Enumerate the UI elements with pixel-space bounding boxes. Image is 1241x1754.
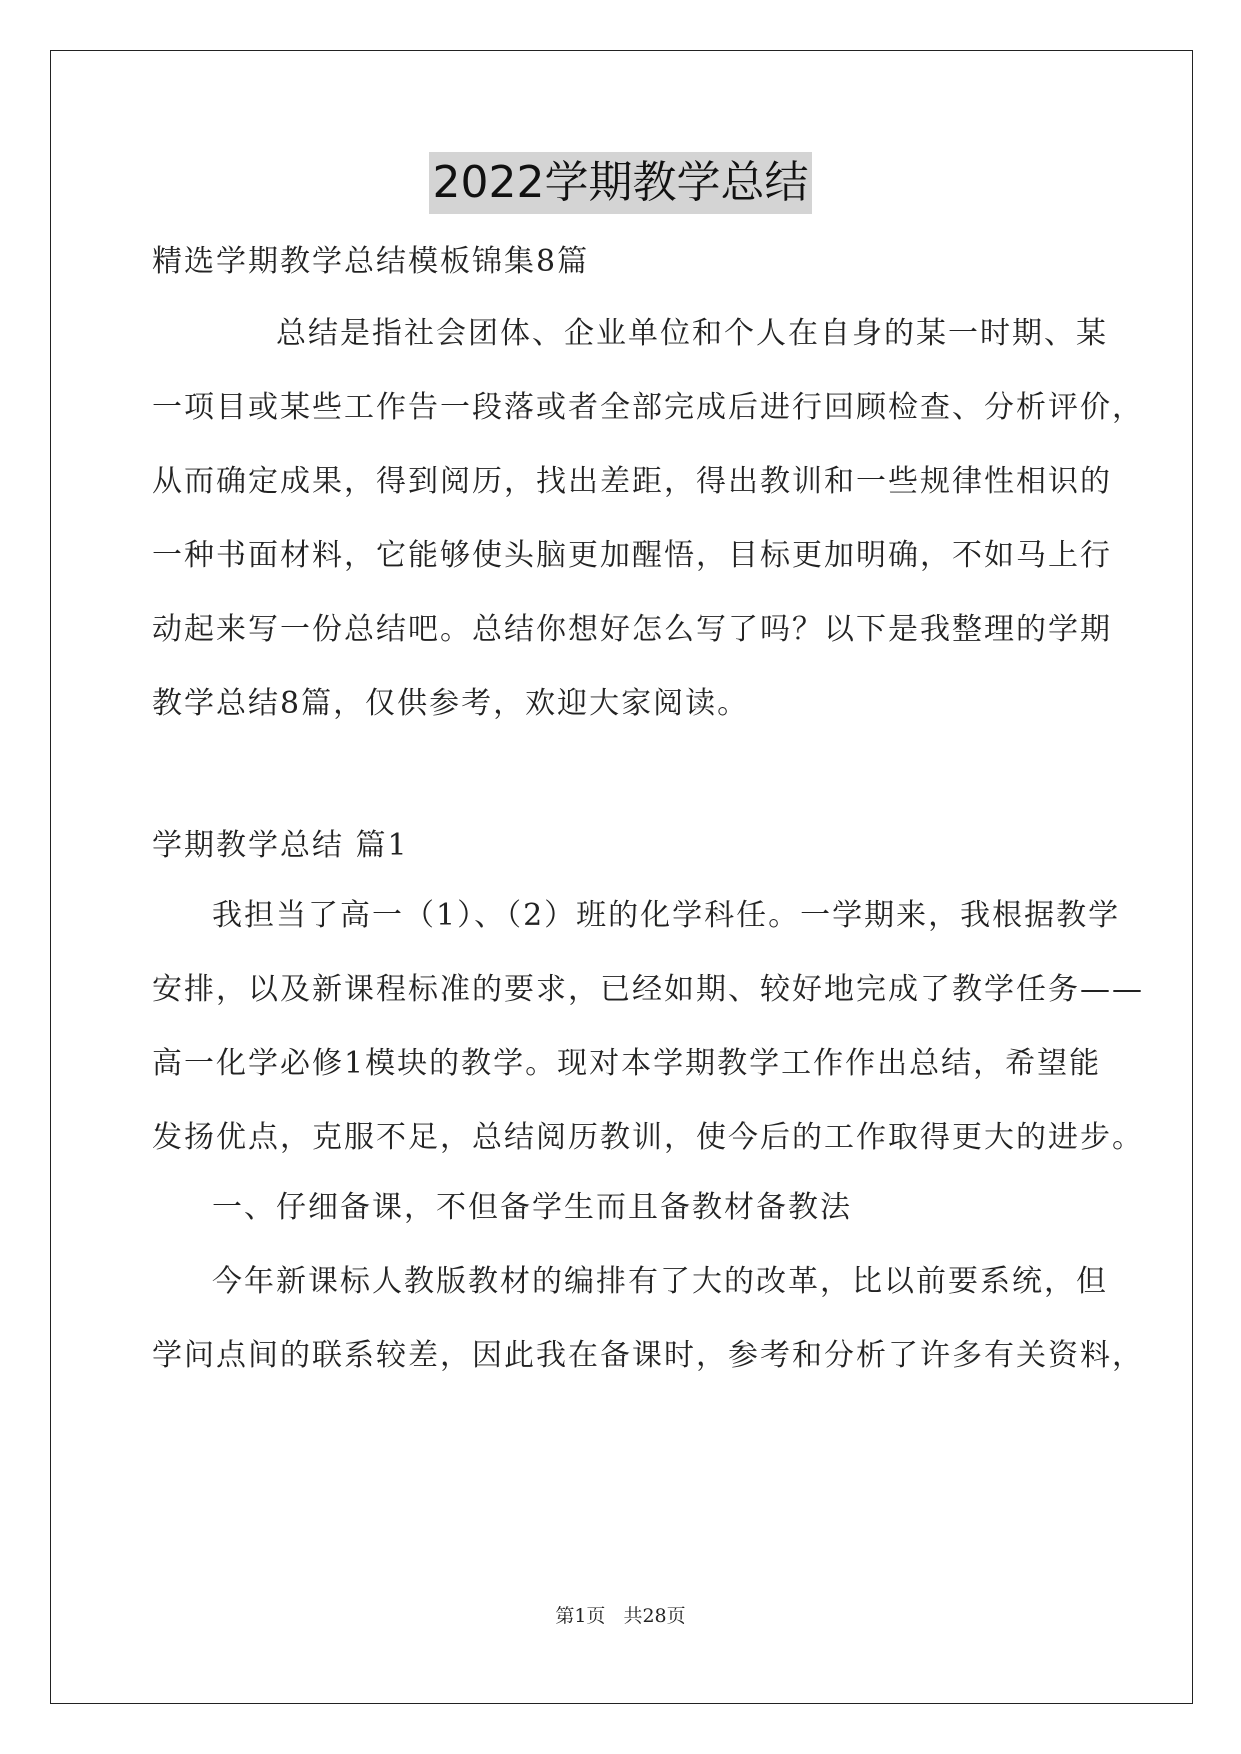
page-footer: [0, 1602, 1241, 1630]
body-line: 高一化学必修1模块的教学。现对本学期教学工作作出总结，希望能: [152, 1046, 1102, 1081]
title-container: [0, 152, 1241, 214]
total-pages: 共28页: [623, 1605, 686, 1627]
body-line: 学问点间的联系较差，因此我在备课时，参考和分析了许多有关资料，: [152, 1338, 1144, 1373]
intro-line: 教学总结8篇，仅供参考，欢迎大家阅读。: [152, 686, 750, 721]
body-line: 今年新课标人教版教材的编排有了大的改革，比以前要系统，但: [212, 1264, 1108, 1299]
section-heading: 学期教学总结 篇1: [152, 828, 409, 863]
document-title: 2022学期教学总结: [429, 152, 813, 214]
page-border: [50, 50, 1193, 1704]
intro-line: 从而确定成果，得到阅历，找出差距，得出教训和一些规律性相识的: [152, 464, 1112, 499]
body-line: 我担当了高一（1）、（2）班的化学科任。一学期来，我根据教学: [212, 898, 1121, 933]
intro-line: 一种书面材料，它能够使头脑更加醒悟，目标更加明确，不如马上行: [152, 538, 1112, 573]
body-line: 发扬优点，克服不足，总结阅历教训，使今后的工作取得更大的进步。: [152, 1120, 1144, 1155]
intro-line: 总结是指社会团体、企业单位和个人在自身的某一时期、某: [276, 316, 1108, 351]
document-subtitle: 精选学期教学总结模板锦集8篇: [152, 244, 590, 279]
body-subheading: 一、仔细备课，不但备学生而且备教材备教法: [212, 1190, 852, 1225]
page-number: 第1页: [555, 1605, 606, 1627]
body-line: 安排，以及新课程标准的要求，已经如期、较好地完成了教学任务——: [152, 972, 1144, 1007]
intro-line: 一项目或某些工作告一段落或者全部完成后进行回顾检查、分析评价，: [152, 390, 1144, 425]
intro-line: 动起来写一份总结吧。总结你想好怎么写了吗？以下是我整理的学期: [152, 612, 1112, 647]
